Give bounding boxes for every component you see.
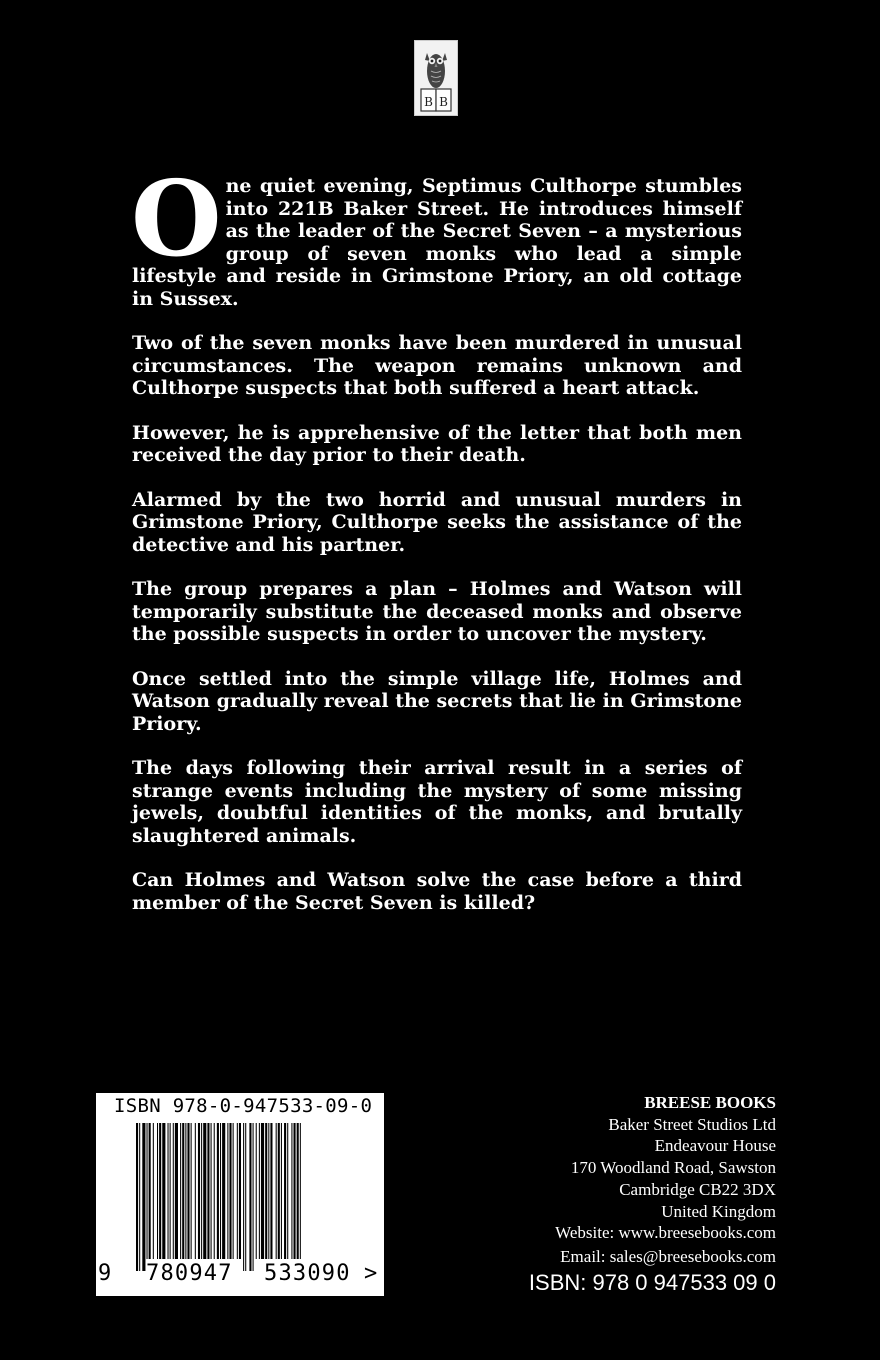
barcode-bar (300, 1123, 301, 1259)
barcode-bar (237, 1123, 238, 1259)
blurb-paragraph-1-text: ne quiet evening, Septimus Culthorpe stumbles into 221B Baker Street. He introduces himself as the leader of the Secret Seven – a mysterious group of seven monks who lead a simple lifestyle and reside in Grimstone Priory, an old cottage in Sussex. (132, 175, 742, 310)
barcode-bar (220, 1123, 221, 1259)
barcode-bar (201, 1123, 202, 1259)
publisher-info (436, 1092, 776, 1298)
barcode-bar (168, 1123, 169, 1259)
publisher-isbn: ISBN: 978 0 947533 09 0 (528, 1269, 776, 1295)
publisher-name: BREESE BOOKS (644, 1093, 776, 1112)
barcode-bar (297, 1123, 299, 1259)
publisher-address-line-5: United Kingdom (661, 1201, 776, 1221)
barcode-bar (227, 1123, 228, 1259)
isbn-barcode (96, 1093, 384, 1296)
barcode-bar (222, 1123, 225, 1259)
logo-letter-b1: B (424, 95, 433, 109)
barcode-bar (217, 1123, 219, 1259)
barcode-bar (182, 1123, 184, 1259)
barcode-bar (265, 1123, 267, 1259)
barcode-bar (245, 1123, 246, 1271)
barcode-bar (233, 1123, 234, 1259)
barcode-bar (287, 1123, 288, 1259)
drop-cap: O (131, 157, 222, 280)
barcode-bar (294, 1123, 296, 1259)
barcode-bar (170, 1123, 171, 1259)
barcode-bar (142, 1123, 145, 1271)
barcode-bar (270, 1123, 272, 1259)
barcode-digit-lead: 9 (98, 1261, 112, 1286)
barcode-bar (249, 1123, 251, 1271)
logo-letter-b2: B (439, 95, 448, 109)
barcode-bar (136, 1123, 138, 1271)
publisher-email: Email: sales@breesebooks.com (560, 1246, 776, 1266)
barcode-isbn-label: ISBN 978-0-947533-09-0 (114, 1095, 373, 1117)
publisher-logo (414, 40, 458, 116)
barcode-bar (278, 1123, 280, 1259)
barcode-bar (149, 1123, 151, 1259)
publisher-website: Website: www.breesebooks.com (555, 1223, 776, 1243)
blurb (131, 157, 742, 936)
blurb-paragraph-7: The days following their arrival result in a series of strange events including the mystery of some missing jewels, doubtful identities of the monks, and brutally slaughtered animals. (132, 757, 742, 847)
barcode-bar (259, 1123, 260, 1259)
blurb-paragraph-3: However, he is apprehensive of the letter that both men received the day prior to their death. (132, 421, 742, 466)
barcode-bar (229, 1123, 231, 1259)
barcode-bar (153, 1123, 154, 1259)
barcode-bar (139, 1123, 140, 1271)
barcode-digits-right: 533090 (264, 1261, 351, 1286)
blurb-paragraph-4: Alarmed by the two horrid and unusual murders in Grimstone Priory, Culthorpe seeks the assistance of the detective and his partner. (132, 488, 742, 556)
barcode-digits-left: 780947 (146, 1261, 233, 1286)
owl-on-books-icon (415, 41, 457, 115)
barcode-bar (162, 1123, 165, 1259)
barcode-bar (159, 1123, 161, 1259)
barcode-bar (276, 1123, 277, 1259)
barcode-bar (187, 1123, 189, 1259)
barcode-bar (173, 1123, 174, 1259)
barcode-bar (268, 1123, 269, 1259)
barcode-bar (239, 1123, 241, 1259)
blurb-paragraph-8: Can Holmes and Watson solve the case before a third member of the Secret Seven is killed? (132, 869, 742, 914)
barcode-quiet-mark: > (364, 1261, 378, 1286)
publisher-address-line-3: 170 Woodland Road, Sawston (570, 1158, 776, 1178)
barcode-bar (243, 1123, 244, 1271)
blurb-paragraph-1 (131, 157, 742, 310)
barcode-bar (175, 1123, 178, 1259)
barcode-bar (291, 1123, 292, 1259)
blurb-paragraph-5: The group prepares a plan – Holmes and Watson will temporarily substitute the deceased monks and observe the possible suspects in order to uncover the mystery. (132, 578, 742, 645)
barcode-bar (191, 1123, 192, 1259)
publisher-address-line-1: Baker Street Studios Ltd (608, 1114, 776, 1134)
barcode-bar (157, 1123, 158, 1259)
barcode-bar (214, 1123, 215, 1259)
publisher-address-line-2: Endeavour House (654, 1136, 776, 1156)
blurb-paragraph-6: Once settled into the simple village life, Holmes and Watson gradually reveal the secrets that lie in Grimstone Priory. (132, 667, 742, 735)
barcode-bar (253, 1123, 254, 1271)
barcode-bar (195, 1123, 196, 1259)
barcode-bar (185, 1123, 186, 1259)
barcode-bar (147, 1123, 148, 1259)
blurb-paragraph-2: Two of the seven monks have been murdered in unusual circumstances. The weapon remains unknown and Culthorpe suspects that both suffered a heart attack. (132, 332, 742, 399)
barcode-bar (284, 1123, 286, 1259)
barcode-bar (256, 1123, 257, 1259)
barcode-bar (261, 1123, 264, 1259)
barcode-bar (207, 1123, 209, 1259)
barcode-bar (198, 1123, 200, 1259)
barcode-bar (203, 1123, 206, 1259)
barcode-bar (211, 1123, 212, 1259)
publisher-address-line-4: Cambridge CB22 3DX (619, 1179, 776, 1199)
barcode-bar (281, 1123, 282, 1259)
barcode-bar (180, 1123, 181, 1259)
